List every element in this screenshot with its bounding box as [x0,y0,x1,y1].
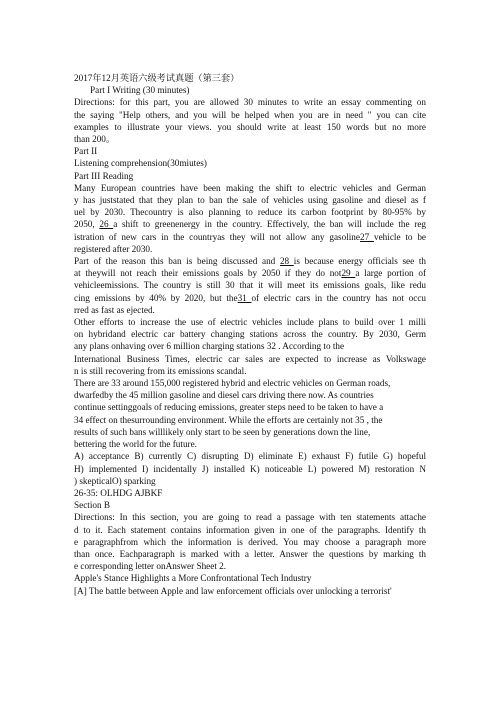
passage-line: International Business Times, electric car sales are expected to increase as Volkswage [74,353,426,364]
passage-text: of electric cars in the country has not occu [251,292,426,303]
blank-31: 31 [237,292,252,303]
passage-paragraph-4 [74,377,426,450]
part1-directions [74,96,426,145]
part3-heading: Part III Reading [74,170,134,181]
passage-line [74,292,426,304]
exam-title: 2017年12月英语六级考试真题（第三套） [74,73,240,83]
passage-line: results of such bans willlikely only start to be seen by generations down the line, [74,426,371,437]
blank-27: 27 [359,231,374,242]
answer-key: 26-35: OLHDG AJBKF [74,487,163,498]
blank-26: 26 [99,219,114,230]
passage-line [74,218,426,230]
section-b-heading: Section B [74,500,110,511]
passage-line: 34 effect on thesurrounding environment. While the efforts are certainly not 35 , the [74,414,383,425]
word-bank-line: A) acceptance B) currently C) disrupting D) eliminate E) exhaust F) futile G) hopeful [74,451,426,462]
page-content [74,72,426,597]
passage-line: Many European countries have been making the shift to electric vehicles and German [74,182,426,193]
article-paragraph-a: [A] The battle between Apple and law enforcement officials over unlocking a terrorist' [74,585,392,596]
passage-paragraph-2 [74,255,426,316]
passage-line: Other efforts to increase the use of electric vehicles include plans to build over 1 milli [74,317,426,328]
blank-28: 28 [279,256,294,267]
passage-paragraph-3 [74,316,426,377]
directions-line: Directions: In this section, you are going to read a passage with ten statements attache [74,512,426,523]
passage-text: istration of new cars in the countryas they will not allow any gasoline [74,231,360,242]
directions-line: Directions: for this part, you are allowed 30 minutes to write an essay commenting on [74,97,426,108]
passage-line: vehicleemissions. The country is still 30 that it will meet its emissions goals, like redu [74,280,426,291]
part2-subheading: Listening comprehension(30miutes) [74,158,207,169]
passage-line [74,255,426,267]
passage-line: dwarfedby the 45 million gasoline and diesel cars driving there now. As countries [74,390,374,401]
passage-line: There are 33 around 155,000 registered hybrid and electric vehicles on German roads, [74,378,391,389]
passage-text: is because energy officials see th [293,256,426,267]
directions-line: than once. Eachparagraph is marked with a letter. Answer the questions by marking th [74,548,426,559]
passage-line: n is still recovering from its emissions scandal. [74,365,247,376]
passage-text: vehicle to be [374,231,426,242]
passage-text: a large portion of [355,268,426,279]
passage-line: any plans onhaving over 6 million charging stations 32 . According to the [74,341,345,352]
directions-line: e paragraphfrom which the information is derived. You may choose a paragraph more [74,536,426,547]
passage-line: on hybridand electric car battery changing stations across the country. By 2030, Germ [74,329,426,340]
passage-line: bettering the world for the future. [74,439,197,450]
blank-29: 29 [341,268,356,279]
passage-line: rred as fast as ejected. [74,304,155,315]
passage-text: Part of the reason this ban is being discussed and [74,256,280,267]
word-bank-line: ) skepticalO) sparking [74,475,156,486]
directions-line: d to it. Each statement contains information given in one of the paragraphs. Identify th [74,524,426,535]
passage-line: continue settinggoals of reducing emissions, greater steps need to be taken to have a [74,402,384,413]
passage-text: 2050, [74,219,100,230]
article-title: Apple's Stance Highlights a More Confrontational Tech Industry [74,573,312,584]
passage-line [74,267,426,279]
passage-line [74,231,426,243]
passage-line: y has juststated that they plan to ban the sale of vehicles using gasoline and diesel as f [74,195,426,206]
part1-heading: Part I Writing (30 minutes) [90,85,190,96]
part2-heading: Part II [74,146,98,157]
directions-line: examples to illustrate your views. you should write at least 150 words but no more [74,121,426,132]
passage-text: a shift to greenenergy in the country. Effectively, the ban will include the reg [113,219,426,230]
passage-text: at theywill not reach their emissions goals by 2050 if they do not [74,268,342,279]
word-bank [74,450,426,487]
section-b-directions [74,511,426,572]
directions-line: e corresponding letter onAnswer Sheet 2. [74,561,227,572]
passage-line: uel by 2030. Thecountry is also planning to reduce its carbon footprint by 80-95% by [74,207,426,218]
directions-line: than 200。 [74,134,116,145]
passage-text: cing emissions by 40% by 2020, but the [74,292,238,303]
passage-line: registered after 2030. [74,243,153,254]
directions-line: the saying "Help others, and you will be helped when you are in need " you can cite [74,109,426,120]
word-bank-line: H) implemented I) incidentally J) installed K) noticeable L) powered M) restoration N [74,463,426,474]
passage-paragraph-1 [74,182,426,255]
